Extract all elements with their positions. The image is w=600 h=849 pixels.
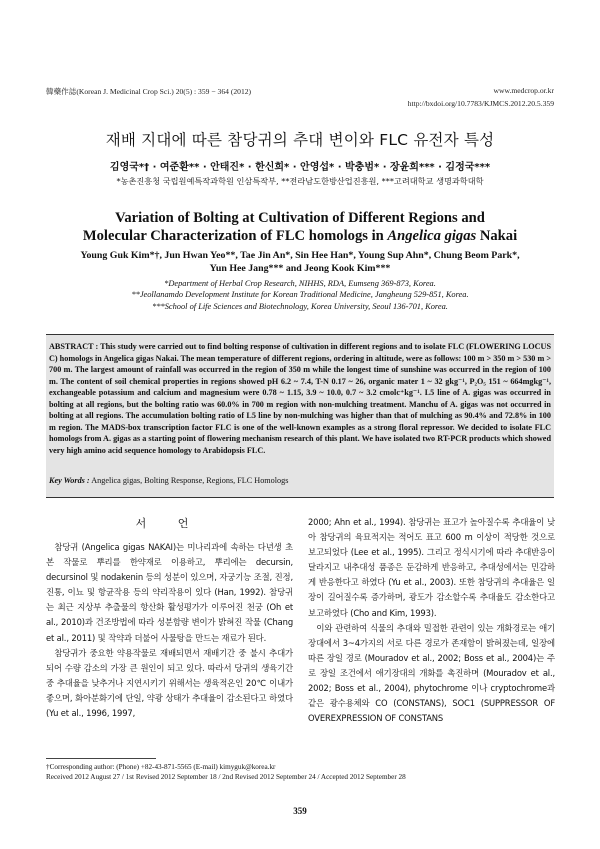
doi-link[interactable]: http://bxdoi.org/10.7783/KJMCS.2012.20.5.359 [407,99,554,108]
keywords-text: Angelica gigas, Bolting Response, Regions, FLC Homologs [89,476,289,485]
english-authors-line2: Yun Hee Jang*** and Jeong Kook Kim*** [209,262,391,274]
journal-citation: 韓藥作誌(Korean J. Medicinal Crop Sci.) 20(5) : 359 − 364 (2012) [46,87,252,96]
paragraph: 이와 관련하여 식물의 추대와 밀접한 관련이 있는 개화경로는 애기장대에서 3~4가지의 서로 다른 경로가 존재함이 밝혀졌는데, 일장에 따른 장일 경로 (Mouradov et al., 2002; Boss et al., 2004)는 주로 장일 조건에서 애기장대의 개화를 촉진하며 (Mouradov et al., 2002; Boss et al., 2004), phytochrome 이나 cryptochrome과 같은 광수용체와 CO (CONSTANS), SOC1 (SUPPRESSOR OF OVEREXPRESSION OF CONSTANS [308,622,555,724]
abstract-text: This study were carried out to find bolting response of cultivation in different regions and to isolate FLC (FLOWERING LOCUS C) homologs in Angelica gigas Nakai. The mean temperature of different regions, ordering in altitude, were as follows: 100 m > 350 m > 530 m > 700 m. The largest amount of rainfall was occurred in the region of 350 m while the longest time of sunshine was occurred in the region of 100 m. The content of soil chemical properties in regions showed pH 6.2 ~ 7.4, T-N 0.17 ~ 26, organic mater 1 ~ 32 gkg⁻¹, P₂O₅ 151 ~ 664mgkg⁻¹, exchangeable potassium and calcium and magnesium were 0.78 ~ 1.15, 3.9 ~ 10.0, 0.7 ~ 3.2 cmolc⁺kg⁻¹. L5 line of A. gigas was occurred in bolting at all regions, but the bolting ratio was 60.0% in 700 m region with non-mulching treatment. Manchu of A. gigas was not occurred in bolting at all regions. The accumulation bolting ratio of L5 line by non-mulching was higher than that of mulching as 90.4% and 72.8% in 100 m region. The MADS-box transcription factor FLC is one of the well-known examples as a strong floral repressor. We decided to isolate FLC homologs from A. gigas as a starting point of flowering mechanism research of this plant. We have isolated two RT-PCR products which showed very high amino acid sequence homology to Arabidopsis FLC. [49,342,551,455]
english-authors [30,250,570,275]
affiliation-3: ***School of Life Sciences and Biotechnology, Korea University, Seoul 136-701, Korea. [152,301,448,311]
footnote-corresponding-author: †Corresponding author: (Phone) +82-43-871-5565 (E-mail) kimyguk@korea.kr [46,763,276,771]
paragraph: 참당귀 (Angelica gigas NAKAI)는 미나리과에 속하는 다년생 초본 작물로 뿌리를 한약재로 이용하고, 뿌리에는 decursin, decursinol 및 nodakenin 등의 성분이 있으며, 자궁기능 조절, 진정, 진통, 이뇨 및 항균작용 등의 약리작용이 있다 (Han, 1992). 참당귀는 최근 지상부 추출물의 항산화 활성평가가 이루어진 천궁 (Oh et al., 2010)과 건조방법에 따라 성분함량 변이가 밝혀진 작물 (Chang et al., 2011) 및 작약과 더불어 사물탕을 만드는 재료가 된다. [46,542,293,643]
body-column-left [46,540,293,721]
english-affiliations [30,278,570,312]
page-number: 359 [293,806,307,816]
footnotes [46,762,556,782]
keywords-label: Key Words : [49,476,90,485]
paragraph: 2000; Ahn et al., 1994). 참당귀는 표고가 높아질수록 추대율이 낮아 참당귀의 육묘적지는 적어도 표고 600 m 이상이 적당한 것으로 보고되었다 (Lee et al., 1995). 그리고 정식시기에 따라 추대반응이 달라지고 내추대성 품종은 둔감하게 반응하고, 추대성에서는 민감하게 반응한다고 하였다 (Yu et al., 2003). 또한 참당귀의 추대율은 일장이 길어질수록 증가하며, 광도가 감소할수록 추대율도 감소한다고 보고하였다 (Cho and Kim, 1993). [308,517,555,618]
section-title-introduction: 서 언 [135,517,203,530]
english-authors-line1: Young Guk Kim*†, Jun Hwan Yeo**, Tae Jin An*, Sin Hee Han*, Young Sup Ahn*, Chung Beom Park*, [80,250,520,261]
korean-authors: 김영국*† · 여준환** · 안태진* · 한신희* · 안영섭* · 박충범* · 장윤희*** · 김정국*** [109,162,491,173]
journal-website[interactable]: www.medcrop.or.kr [493,86,554,95]
affiliation-1: *Department of Herbal Crop Research, NIHHS, RDA, Eumseng 369-873, Korea. [164,279,436,288]
body-column-right [308,515,555,726]
english-title-line1: Variation of Bolting at Cultivation of Different Regions and [115,210,485,226]
korean-affiliations: *농촌진흥청 국립원예특작과학원 인삼특작부, **전라남도한방산업진흥원, ***고려대학교 생명과학대학 [116,176,484,186]
keywords [49,475,551,486]
abstract [49,341,551,456]
abstract-label: ABSTRACT : [49,342,99,351]
footnote-divider [46,758,156,759]
abstract-box [46,334,554,498]
footnote-received-dates: Received 2012 August 27 / 1st Revised 2012 September 18 / 2nd Revised 2012 September 24 / Accepted 2012 September 28 [46,773,406,781]
english-title-line2: Molecular Characterization of FLC homologs in Angelica gigas Nakai [82,228,518,244]
korean-title: 재배 지대에 따른 참당귀의 추대 변이와 FLC 유전자 특성 [105,131,495,149]
affiliation-2: **Jeollanamdo Development Institute for Korean Traditional Medicine, Jangheung 529-851, Korea. [131,290,469,300]
english-title [30,209,570,245]
paragraph: 참당귀가 중요한 약용작물로 재배되면서 재배기간 중 불시 추대가 되어 수량 감소의 가장 큰 원인이 되고 있다. 따라서 당귀의 생육기간 중 추대율을 낮추거나 지연시키기 위해서는 생육적온인 20℃ 이내가 좋으며, 화아분화기에 단일, 약광 상태가 추대율이 감소된다고 하였다 (Yu et al., 1996, 1997, [46,647,293,719]
